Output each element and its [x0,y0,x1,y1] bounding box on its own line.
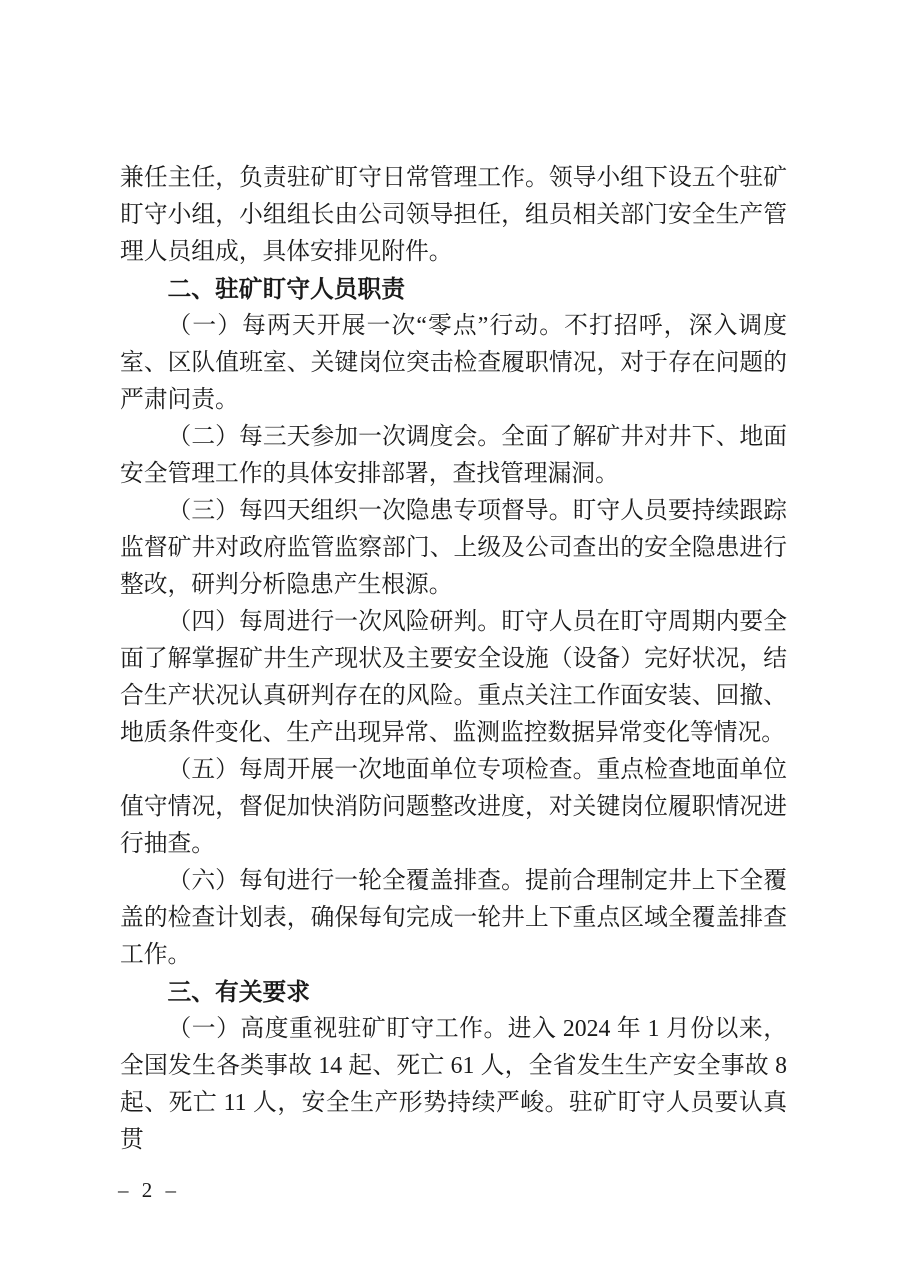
paragraph-text: 兼任主任，负责驻矿盯守日常管理工作。领导小组下设五个驻矿盯守小组，小组组长由公司领导担任，组员相关部门安全生产管理人员组成，具体安排见附件。 [120,165,787,265]
item-lead-sentence: （二）每三天参加一次调度会。 [167,424,502,450]
requirement-item-1 [120,1011,787,1159]
continuation-paragraph [120,160,787,271]
item-body-text: 不打招呼，深入调度室、区队值班室、关键岗位突击检查履职情况，对于存在问题的严肃问责。 [120,313,787,413]
duty-item-4 [120,604,787,752]
item-lead-sentence: （六）每旬进行一轮全覆盖排查。 [167,868,525,894]
item-lead-sentence: （四）每周进行一次风险研判。 [167,609,502,635]
item-body-text: 全面了解矿井对井下、地面安全管理工作的具体安排部署，查找管理漏洞。 [120,424,787,487]
document-body [120,160,787,1159]
duty-item-1 [120,308,787,419]
duty-item-6 [120,863,787,974]
duty-item-5 [120,752,787,863]
duty-item-2 [120,419,787,493]
section-heading-requirements: 三、有关要求 [167,979,311,1006]
item-body-text: 盯守人员在盯守周期内要全面了解掌握矿井生产现状及主要安全设施（设备）完好状况，结合生产状况认真研判存在的风险。重点关注工作面安装、回撤、地质条件变化、生产出现异常、监测监控数据异常变化等情况。 [120,609,787,746]
item-lead-sentence: （五）每周开展一次地面单位专项检查。 [167,757,597,783]
item-lead-sentence: （一）高度重视驻矿盯守工作。 [167,1016,508,1042]
item-body-text: 重点检查地面单位值守情况，督促加快消防问题整改进度，对关键岗位履职情况进行抽查。 [120,757,787,857]
duty-item-3 [120,493,787,604]
item-body-text: 进入 2024 年 1 月份以来，全国发生各类事故 14 起、死亡 61 人，全省发生生产安全事故 8 起、死亡 11 人，安全生产形势持续严峻。驻矿盯守人员要认真贯 [120,1016,787,1153]
section-heading-duties: 二、驻矿盯守人员职责 [167,276,406,303]
page-number: – 2 – [118,1178,180,1202]
item-body-text: 提前合理制定井上下全覆盖的检查计划表，确保每旬完成一轮井上下重点区域全覆盖排查工作。 [120,868,787,968]
item-lead-sentence: （三）每四天组织一次隐患专项督导。 [167,498,573,524]
item-body-text: 盯守人员要持续跟踪监督矿井对政府监管监察部门、上级及公司查出的安全隐患进行整改，研判分析隐患产生根源。 [120,498,787,598]
item-lead-sentence: （一）每两天开展一次“零点”行动。 [167,313,565,339]
